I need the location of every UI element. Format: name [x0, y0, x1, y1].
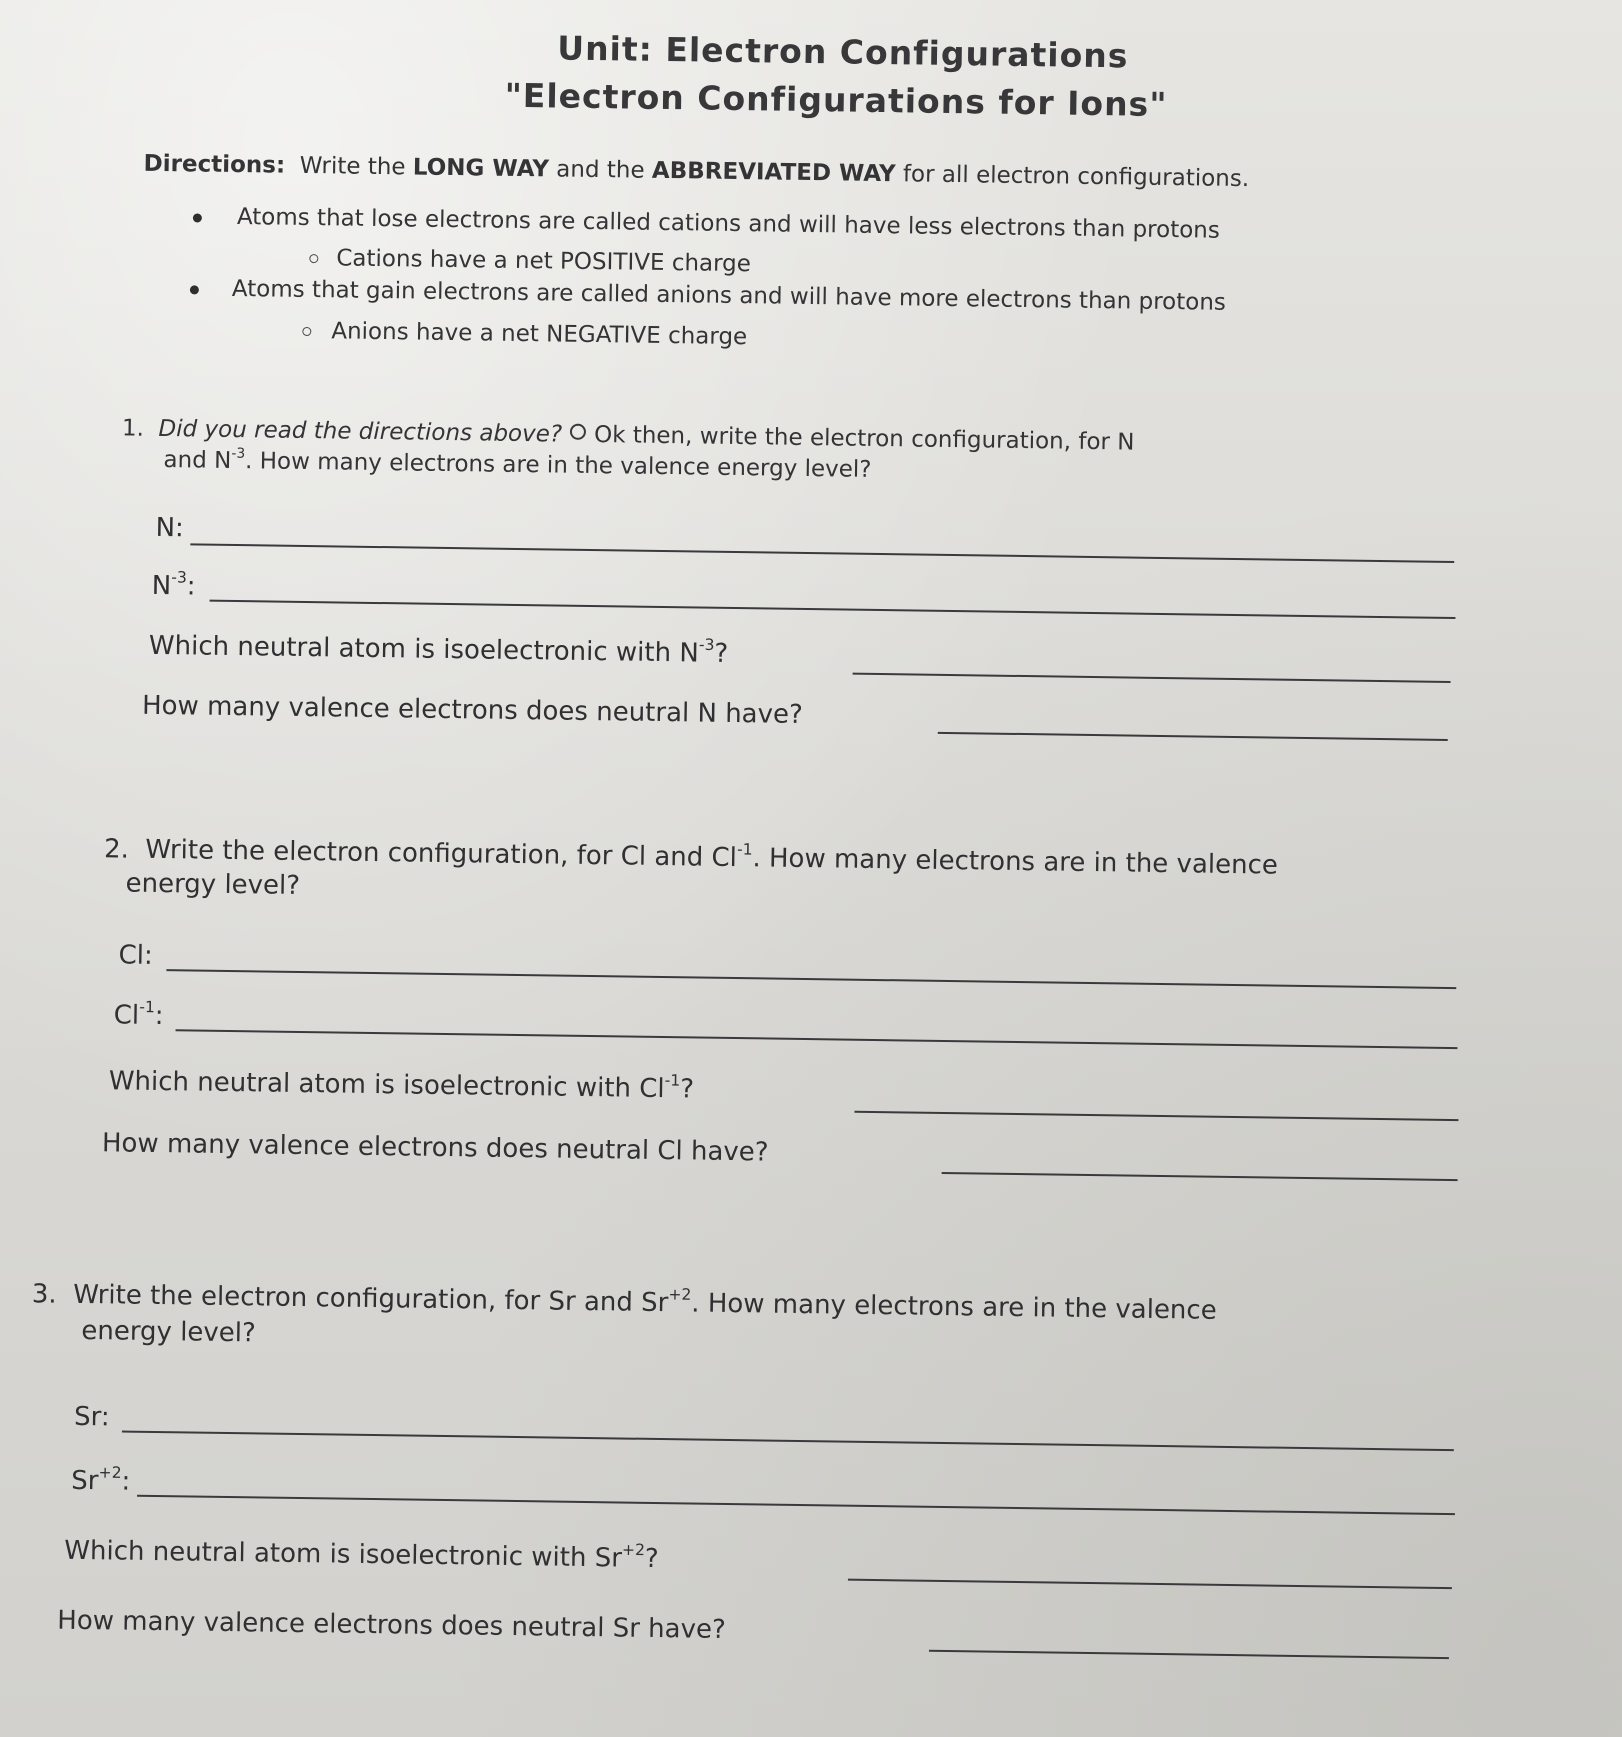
- question-2-valence: How many valence electrons does neutral Cl have?: [101, 1128, 769, 1168]
- question-1-ion-sup: -3: [171, 568, 188, 587]
- question-1-prompt-rest: Ok then, write the electron configuration, for N: [593, 422, 1135, 456]
- answer-line-n-isoelectronic[interactable]: [853, 673, 1451, 683]
- question-1-iso-sup: -3: [698, 635, 715, 655]
- question-3-prompt-pre: Write the electron configuration, for Sr and Sr: [72, 1279, 669, 1319]
- question-2-isoelectronic: [109, 1066, 695, 1104]
- question-3-ion-base: Sr: [71, 1465, 99, 1497]
- answer-line-cl-ion[interactable]: [176, 1029, 1458, 1049]
- question-1-ion-label: $N^{-3}$:: [151, 568, 196, 602]
- question-2-prompt-sup: -1: [736, 840, 753, 859]
- bullet-icon: [190, 285, 199, 294]
- bullet-anions: Atoms that gain electrons are called anions and will have more electrons than protons: [231, 275, 1227, 316]
- question-3-prompt-post: . How many electrons are in the valence: [691, 1288, 1217, 1326]
- question-1-line2-sup: -3: [231, 445, 246, 462]
- question-2-prompt-line2: energy level?: [125, 868, 301, 901]
- question-3-atom-label: Sr:: [73, 1401, 110, 1433]
- question-3-prompt-sup: +2: [668, 1285, 692, 1304]
- question-2-prompt-pre: Write the electron configuration, for Cl and Cl: [145, 834, 738, 874]
- question-3-ion-label: $Sr^{+2}$:: [71, 1463, 131, 1497]
- question-1-prompt-line2: [163, 447, 871, 483]
- question-2-iso-post: ?: [679, 1074, 695, 1105]
- question-1-line2-pre: and N: [163, 447, 232, 474]
- question-1-prompt-italic: Did you read the directions above?: [158, 415, 563, 448]
- question-3-ion-sup: +2: [98, 1463, 122, 1482]
- question-2-iso-sup: -1: [664, 1071, 681, 1090]
- question-1-line2-post: . How many electrons are in the valence energy level?: [244, 448, 872, 483]
- sub-bullet-icon: [302, 327, 311, 336]
- answer-line-n-ion[interactable]: [210, 600, 1456, 619]
- question-2-ion-base: Cl: [113, 1000, 140, 1031]
- question-2-ion-sup: -1: [139, 998, 155, 1017]
- answer-line-sr-ion[interactable]: [137, 1495, 1455, 1515]
- question-3-prompt-line2: energy level?: [81, 1315, 257, 1349]
- directions-label: Directions:: [143, 150, 286, 179]
- directions-text-2: and the: [548, 156, 653, 184]
- smiley-icon: [570, 424, 586, 440]
- question-1-valence: How many valence electrons does neutral N have?: [141, 690, 803, 730]
- directions-text-1: Write the: [299, 152, 414, 181]
- question-2-ion-label: $Cl^{-1}$:: [113, 998, 164, 1032]
- answer-line-sr-valence[interactable]: [929, 1650, 1449, 1659]
- answer-line-n[interactable]: [190, 543, 1454, 563]
- answer-line-sr-isoelectronic[interactable]: [848, 1579, 1452, 1589]
- directions-long-way: LONG WAY: [412, 154, 550, 183]
- sub-bullet-anions: Anions have a net NEGATIVE charge: [331, 318, 748, 351]
- question-2-atom-label: Cl:: [118, 940, 153, 971]
- directions-text-3: for all electron configurations.: [895, 161, 1250, 193]
- answer-line-cl-isoelectronic[interactable]: [854, 1111, 1458, 1121]
- answer-line-sr[interactable]: [122, 1431, 1454, 1452]
- question-3-iso-sup: +2: [621, 1540, 646, 1560]
- question-3-isoelectronic: [64, 1536, 659, 1574]
- directions-abbreviated-way: ABBREVIATED WAY: [651, 157, 896, 188]
- bullet-cations: Atoms that lose electrons are called cations and will have less electrons than protons: [236, 204, 1221, 244]
- answer-line-cl[interactable]: [166, 969, 1456, 989]
- question-3-iso-pre: Which neutral atom is isoelectronic with Sr: [64, 1535, 623, 1574]
- question-2-number: 2.: [103, 834, 130, 865]
- directions-line: [143, 151, 1249, 192]
- question-3-number: 3.: [31, 1279, 57, 1310]
- question-2-prompt-post: . How many electrons are in the valence: [752, 843, 1279, 881]
- question-1-number: 1.: [121, 415, 145, 442]
- worksheet-subtitle: "Electron Configurations for Ions": [504, 75, 1168, 124]
- question-1-atom-label: N:: [155, 512, 184, 544]
- sub-bullet-cations: Cations have a net POSITIVE charge: [336, 245, 752, 278]
- answer-line-n-valence[interactable]: [938, 732, 1448, 741]
- question-3-iso-post: ?: [644, 1543, 659, 1575]
- question-2-iso-pre: Which neutral atom is isoelectronic with Cl: [108, 1066, 665, 1105]
- question-1-ion-base: N: [151, 570, 172, 602]
- bullet-icon: [193, 213, 202, 222]
- unit-title: Unit: Electron Configurations: [557, 28, 1129, 76]
- question-1-isoelectronic: [149, 631, 729, 669]
- question-1-iso-pre: Which neutral atom is isoelectronic with N: [148, 630, 699, 669]
- sub-bullet-icon: [309, 254, 318, 263]
- answer-line-cl-valence[interactable]: [942, 1172, 1458, 1181]
- question-3-valence: How many valence electrons does neutral Sr have?: [57, 1605, 726, 1645]
- question-1-iso-post: ?: [714, 638, 729, 669]
